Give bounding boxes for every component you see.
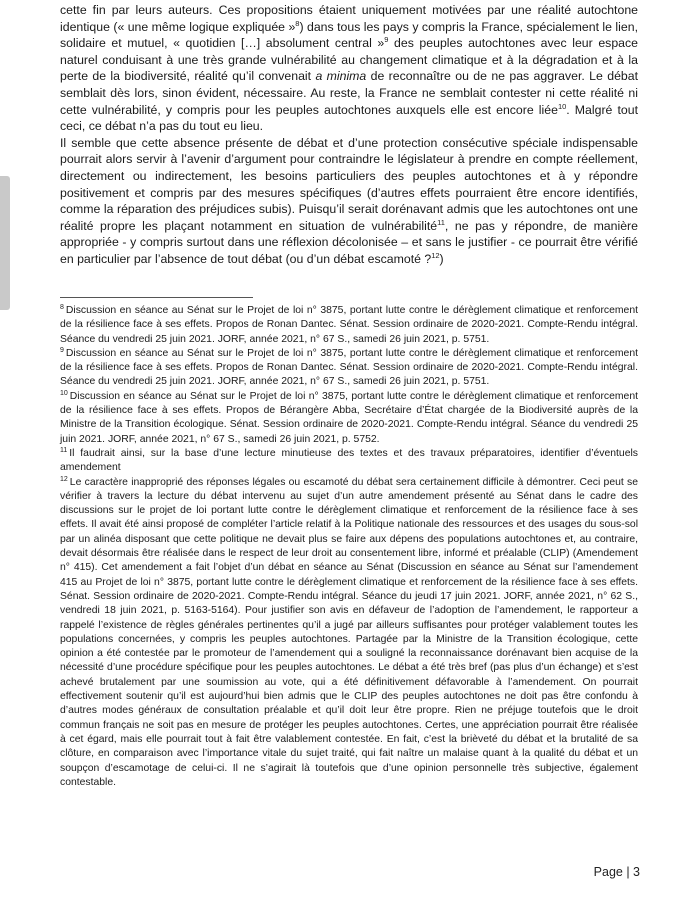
footnotes <box>60 304 638 790</box>
footnote-9: $^9$ Discussion en séance au Sénat sur le Projet de loi n° 3875, portant lutte contre le dérèglement climatique et renforcement de la résilience face à ses effets. Propos de Ronan Dantec. Sénat. Session ordinaire de 2020-2021. Compte-Rendu intégral. Séance du vendredi 25 juin 2021. JORF, année 2021, n° 67 S., samedi 26 juin 2021, p. 5751. <box>60 346 638 388</box>
footnote-separator <box>60 297 253 298</box>
footnote-11: $^{11}$ Il faudrait ainsi, sur la base d’une lecture minutieuse des textes et des travaux préparatoires, identifier d’éventuels amendement <box>60 446 638 474</box>
footnote-10: $^{10}$ Discussion en séance au Sénat sur le Projet de loi n° 3875, portant lutte contre le dérèglement climatique et renforcement de la résilience face à ses effets. Propos de Bérangère Abba, Secrétaire d’État chargée de la Biodiversité auprès de la Ministre de la Transition écologique. Sénat. Session ordinaire de 2020-2021. Compte-Rendu intégral. Séance du vendredi 25 juin 2021. JORF, année 2021, n° 67 S., samedi 26 juin 2021, p. 5752. <box>60 389 638 445</box>
footnote-12: $^{12}$ Le caractère inapproprié des réponses légales ou escamoté du débat sera certainement difficile à démontrer. Ceci peut se vérifier à travers la lecture du débat intervenu au sujet d’un autre amendement présenté au Sénat dans le cadre des discussions sur le projet de loi portant lutte contre le dérèglement climatique et renforcement de la résilience face à ses effets. Il avait été ainsi proposé de compléter l’article relatif à la Politique nationale des ressources et des usages du sous-sol par un alinéa disposant que cette politique ne devait plus se faire aux dépens des populations autochtones et, au contraire, devait désormais être réalisée dans le respect de leur droit au consentement libre, informé et préalable (CLIP) (Amendement n° 415). Cet amendement a fait l’objet d’un débat en séance au Sénat (Discussion en séance au Sénat sur l’amendement 415 au Projet de loi n° 3875, portant lutte contre le dérèglement climatique et renforcement de la résilience face à ses effets. Sénat. Session ordinaire de 2020-2021. Compte-Rendu intégral. Séance du jeudi 17 juin 2021. JORF, année 2021, n° 62 S., vendredi 18 juin 2021, p. 5163-5164). Pour justifier son avis en défaveur de l’adoption de l’amendement, le rapporteur a rappelé l’existence de règles générales pertinentes qu’il a jugé par ailleurs suffisantes pour protéger valablement toutes les populations concernées, y compris les peuples autochtones. Partagée par la Ministre de la Transition écologique, cette opinion a été contestée par le promoteur de l’amendement qui a souligné la reconnaissance dorénavant bien acquise de la nécessité d’une procédure spécifique pour les peuples autochtones. Le débat a été très bref (pas plus d’un échange) et s’est achevé brutalement par une soumission au vote, qui a été définitivement défavorable à l’amendement. On pourrait effectivement soutenir qu’il est aujourd’hui bien admis que le CLIP des peuples autochtones ne doit pas être confondu à d’autres modes généraux de consultation préalable et qu’il doit leur être propre. Rien ne préjuge toutefois que le droit commun français ne soit pas en mesure de protéger les peuples autochtones. Certes, une appréciation pourrait être réalisée à cet égard, mais elle pourrait tout à fait être valablement contestée. En fait, c’est la brièveté du débat et la brutalité de sa clôture, en comparaison avec l’importance vitale du sujet traité, qui fait naître un malaise quant à la qualité du débat et un soupçon d’escamotage de celui-ci. Il ne s’agirait là toutefois que d’une opinion personnelle très subjective, également contestable. <box>60 475 638 788</box>
footnote-8: $^8$ Discussion en séance au Sénat sur le Projet de loi n° 3875, portant lutte contre le dérèglement climatique et renforcement de la résilience face à ses effets. Propos de Ronan Dantec. Sénat. Session ordinaire de 2020-2021. Compte-Rendu intégral. Séance du vendredi 25 juin 2021. JORF, année 2021, n° 67 S., samedi 26 juin 2021, p. 5751. <box>60 304 638 345</box>
paragraph-1: cette fin par leurs auteurs. Ces propositions étaient uniquement motivées par une réalité autochtone identique (« une même logique expliquée »$^8$) dans tous les pays y compris la France, spécialement le lien, solidaire et mutuel, « quotidien […] absolument central »$^9$ des peuples autochtones avec leur espace naturel conduisant à une très grande vulnérabilité au changement climatique et à la dégradation et à la perte de la biodiversité, réalité qu’il convenait a minima de reconnaître ou de ne pas aggraver. Le débat semblait dès lors, sinon évident, nécessaire. Au reste, la France ne semblait contester ni cette réalité ni cette vulnérabilité, y compris pour les peuples autochtones auxquels elle est encore liée$^{10}$. Malgré tout ceci, ce débat n’a pas du tout eu lieu. <box>60 3 638 134</box>
scrollbar-thumb[interactable] <box>0 176 10 310</box>
paragraph-2: Il semble que cette absence présente de débat et d’une protection consécutive spéciale indispensable pourrait alors servir à l’avenir d’argument pour contraindre le législateur à prendre en compte réellement, directement ou indirectement, les besoins particuliers des peuples autochtones et à y répondre positivement et compris par des mesures spécifiques (d’autres effets pourraient être encore identifiés, comme la réparation des préjudices subis). Puisqu’il serait dorénavant admis que les autochtones ont une réalité propre les plaçant notamment en situation de vulnérabilité$^{11}$, ne pas y répondre, de manière appropriée - y compris surtout dans une réflexion décolonisée – et sans le justifier - ce pourrait être vérifié en particulier par l’absence de tout débat (ou d’un débat escamoté ?$^{12}$) <box>60 135 638 266</box>
footnote-ref-12[interactable]: 12 <box>431 250 440 260</box>
footnote-ref-10[interactable]: 10 <box>557 101 567 111</box>
footnote-ref-8[interactable]: 8 <box>295 18 300 28</box>
footnote-ref-9[interactable]: 9 <box>384 35 389 45</box>
footnote-ref-11[interactable]: 11 <box>437 217 445 227</box>
page-number: Page | 3 <box>593 865 640 879</box>
body-text <box>60 2 638 268</box>
